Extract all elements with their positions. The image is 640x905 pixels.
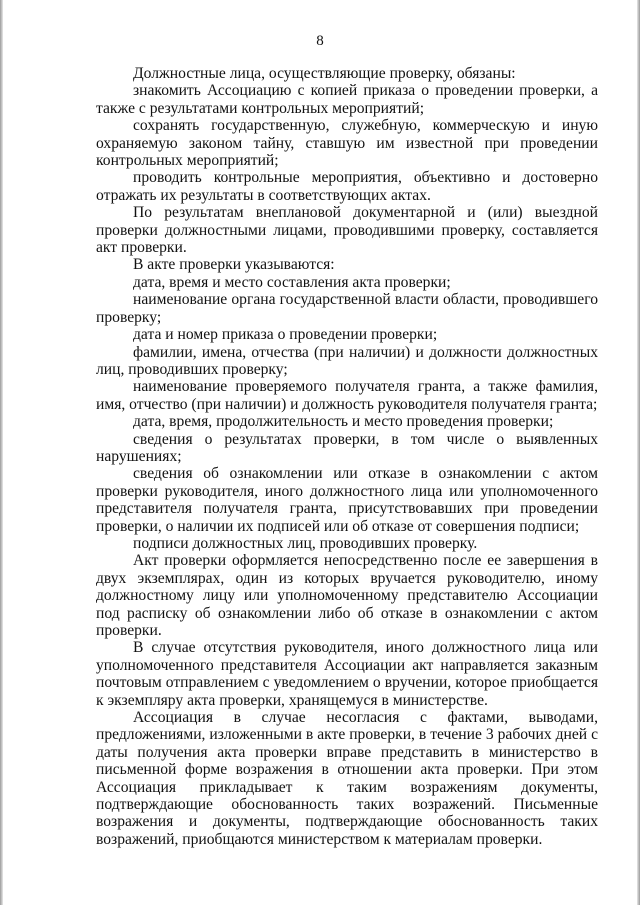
paragraph: подписи должностных лиц, проводивших проверку.	[133, 534, 478, 552]
paragraph: дата и номер приказа о проведении проверки;	[133, 326, 438, 344]
paragraph: По результатам внеплановой документарной и (или) выездной проверки должностными лицами, проводившими проверку, составляется акт проверки.	[96, 204, 598, 257]
paragraph: наименование проверяемого получателя гранта, а также фамилия, имя, отчество (при наличии) и должность руководителя получателя гранта;	[96, 378, 598, 413]
paragraph: В акте проверки указываются:	[133, 256, 335, 274]
paragraph: наименование органа государственной власти области, проводившего проверку;	[96, 291, 598, 326]
paragraph: фамилии, имена, отчества (при наличии) и должности должностных лиц, проводивших проверку;	[96, 343, 598, 378]
scan-edge-left	[0, 0, 3, 905]
paragraph: дата, время, продолжительность и место проведения проверки;	[133, 413, 554, 431]
document-body	[96, 65, 598, 848]
paragraph: сведения об ознакомлении или отказе в ознакомлении с актом проверки руководителя, иного должностного лица или уполномоченного представителя получателя гранта, присутствовавших при проведении проверки, о наличии их подписей или об отказе от совершения подписи;	[96, 465, 598, 535]
paragraph: проводить контрольные мероприятия, объективно и достоверно отражать их результаты в соответствующих актах.	[96, 169, 598, 204]
paragraph: Ассоциация в случае несогласия с фактами, выводами, предложениями, изложенными в акте проверки, в течение 3 рабочих дней с даты получения акта проверки вправе представить в министерство в письменной форме возражения в отношении акта проверки. При этом Ассоциация прикладывает к таким возражениям документы, подтверждающие обоснованность таких возражений. Письменные возражения и документы, подтверждающие обоснованность таких возражений, приобщаются министерством к материалам проверки.	[96, 709, 598, 848]
paragraph: Акт проверки оформляется непосредственно после ее завершения в двух экземплярах, один из которых вручается руководителю, иному должностному лицу или уполномоченному представителю Ассоциации под расписку об ознакомлении либо об отказе в ознакомлении с актом проверки.	[96, 552, 598, 639]
paragraph: Должностные лица, осуществляющие проверку, обязаны:	[133, 65, 516, 82]
paragraph: В случае отсутствия руководителя, иного должностного лица или уполномоченного представителя Ассоциации акт направляется заказным почтовым отправлением с уведомлением о вручении, которое приобщается к экземпляру акта проверки, хранящемуся в министерстве.	[96, 639, 598, 709]
paragraph: дата, время и место составления акта проверки;	[133, 273, 451, 291]
paragraph: знакомить Ассоциацию с копией приказа о проведении проверки, а также с результатами контрольных мероприятий;	[96, 82, 598, 117]
paragraph: сохранять государственную, служебную, коммерческую и иную охраняемую законом тайну, ставшую им известной при проведении контрольных мероприятий;	[96, 117, 598, 170]
page-number: 8	[316, 33, 324, 49]
paragraph: сведения о результатах проверки, в том числе о выявленных нарушениях;	[96, 430, 598, 465]
